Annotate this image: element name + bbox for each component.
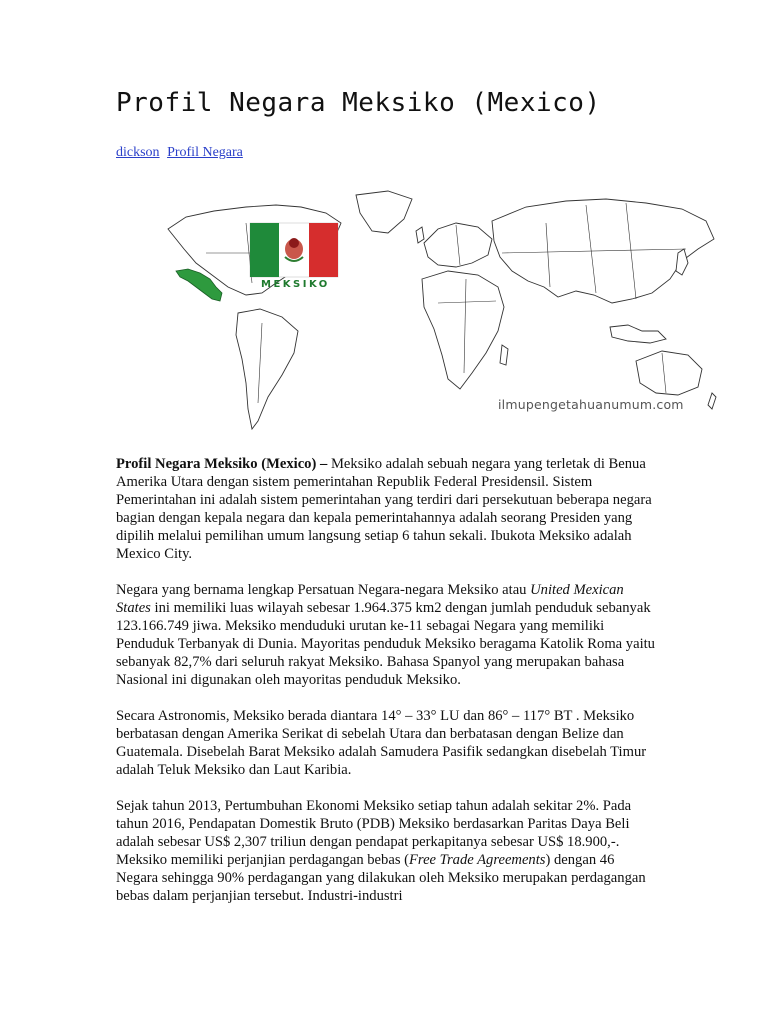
paragraph-4-emphasis: Free Trade Agreements xyxy=(409,852,546,868)
world-map-figure xyxy=(166,183,722,433)
post-meta xyxy=(116,145,247,161)
landmass-australia xyxy=(636,351,702,395)
paragraph-2-text-a: Negara yang bernama lengkap Persatuan Negara-negara Meksiko atau xyxy=(116,582,531,598)
mexico-flag xyxy=(250,223,338,277)
paragraph-1 xyxy=(116,455,656,563)
paragraph-1-lead: Profil Negara Meksiko (Mexico) – xyxy=(116,456,328,472)
world-map xyxy=(166,183,722,433)
image-watermark: ilmupengetahuanumum.com xyxy=(498,397,684,412)
paragraph-3: Secara Astronomis, Meksiko berada diantara 14° – 33° LU dan 86° – 117° BT . Meksiko berbatasan dengan Amerika Serikat di sebelah Utara dan berbatasan dengan Belize dan Guatemala. Disebelah Barat Meksiko adalah Samudera Pasifik sedangkan disebelah Timur adalah Teluk Meksiko dan Laut Karibia. xyxy=(116,708,647,778)
category-link[interactable]: Profil Negara xyxy=(167,145,243,160)
paragraph-4-text-b: ) dengan 46 Negara sehingga 90% perdagangan yang dilakukan oleh Meksiko merupakan perdagangan bebas dalam perjanjian tersebut. Industri-industri xyxy=(116,852,646,904)
paragraph-1-text: Meksiko adalah sebuah negara yang terletak di Benua Amerika Utara dengan sistem pemerintahan Republik Federal Presidensil. Sistem Pemerintahan ini adalah sistem pemerintahan yang terdiri dari persekutuan beberapa negara bagian dengan kepala negara dan kepala pemerintahannya adalah seorang Presiden yang dipilih melalui pemilihan umum langsung setiap 6 tahun sekali. Ibukota Meksiko adalah Mexico City. xyxy=(116,456,652,562)
landmass-new-zealand xyxy=(708,393,716,409)
flag-caption: MEKSIKO xyxy=(261,279,330,290)
paragraph-2 xyxy=(116,581,656,689)
landmass-indonesia xyxy=(610,325,666,343)
paragraph-2-text-b: ini memiliki luas wilayah sebesar 1.964.375 km2 dengan jumlah penduduk sebanyak 123.166.749 jiwa. Meksiko menduduki urutan ke-11 sebagai Negara yang memiliki Penduduk Terbanyak di Dunia. Mayoritas penduduk Meksiko beragama Katolik Roma yaitu sebanyak 82,7% dari seluruh rakyat Meksiko. Bahasa Spanyol yang merupakan bahasa Nasional ini digunakan oleh mayoritas penduduk Meksiko. xyxy=(116,600,655,688)
landmass-britain xyxy=(416,227,424,243)
paragraph-4 xyxy=(116,797,656,905)
paragraph-4-text-a: Sejak tahun 2013, Pertumbuhan Ekonomi Meksiko setiap tahun adalah sekitar 2%. Pada tahun 2016, Pendapatan Domestik Bruto (PDB) Meksiko berdasarkan Paritas Daya Beli adalah sebesar US$ 2,307 triliun dengan pendapat perkapitanya sebesar US$ 18.900,-. Meksiko memiliki perjanjian perdagangan bebas ( xyxy=(116,798,632,868)
landmass-africa xyxy=(422,271,504,389)
author-link[interactable]: dickson xyxy=(116,145,160,160)
landmass-madagascar xyxy=(500,345,508,365)
page-title: Profil Negara Meksiko (Mexico) xyxy=(116,88,601,118)
landmass-south-america xyxy=(236,309,298,429)
landmass-greenland xyxy=(356,191,412,233)
paragraph-2-emphasis: United Mexican States xyxy=(116,582,624,616)
article-body xyxy=(116,455,656,923)
